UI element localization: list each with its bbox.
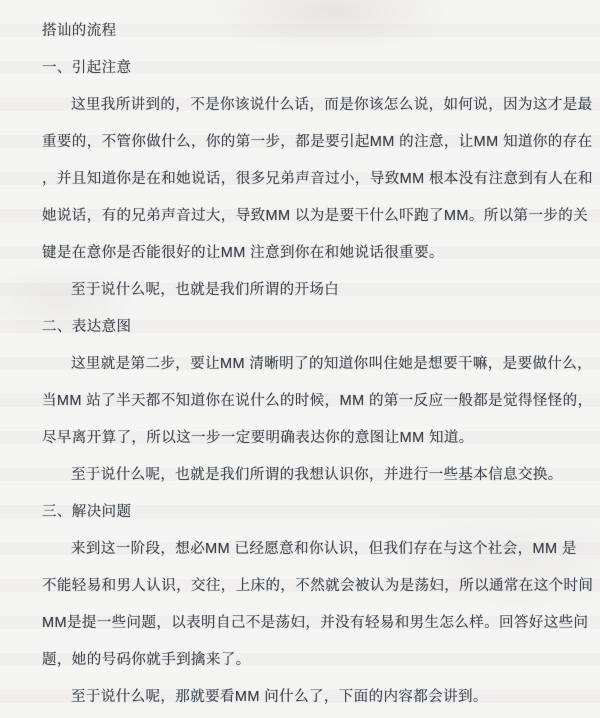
text-line: 至于说什么呢，也就是我们所谓的我想认识你，并进行一些基本信息交换。 [71,467,563,483]
text-line: 这里就是第二步，要让MM 清晰明了的知道你叫住她是想要干嘛，是要做什么， [71,356,593,372]
text-line: 这里我所讲到的，不是你该说什么话，而是你该怎么说，如何说，因为这才是最 [71,97,593,113]
text-line: 她说话，有的兄弟声音过大，导致MM 以为是要干什么吓跑了MM。所以第一步的关 [42,208,589,224]
text-line: 题，她的号码你就手到擒来了。 [42,652,251,668]
section-heading-2: 二、表达意图 [42,319,132,335]
text-line: 至于说什么呢，也就是我们所谓的开场白 [71,282,340,298]
text-line: MM是提一些问题，以表明自己不是荡妇，并没有轻易和男生怎么样。回答好这些问 [42,615,589,631]
text-line: 尽早离开算了，所以这一步一定要明确表达你的意图让MM 知道。 [42,430,474,446]
text-line: 当MM 站了半天都不知道你在说什么的时候，MM 的第一反应一般都是觉得怪怪的， [42,393,593,409]
section-heading-1: 一、引起注意 [42,60,132,76]
document-text-block [42,13,594,716]
text-line: ，并且知道你是在和她说话，很多兄弟声音过小，导致MM 根本没有注意到有人在和 [42,171,593,187]
text-line: 键是在意你是否能很好的让MM 注意到你在和她说话很重要。 [42,245,444,261]
text-line: 不能轻易和男人认识，交往，上床的，不然就会被认为是荡妇，所以通常在这个时间 [42,578,594,594]
page-title: 搭讪的流程 [42,23,117,39]
section-heading-3: 三、解决问题 [42,504,132,520]
text-line: 重要的，不管你做什么，你的第一步，都是要引起MM 的注意，让MM 知道你的存在 [42,134,593,150]
text-line: 至于说什么呢，那就要看MM 问什么了，下面的内容都会讲到。 [71,689,488,705]
text-line: 来到这一阶段，想必MM 已经愿意和你认识，但我们存在与这个社会，MM 是 [71,541,577,557]
